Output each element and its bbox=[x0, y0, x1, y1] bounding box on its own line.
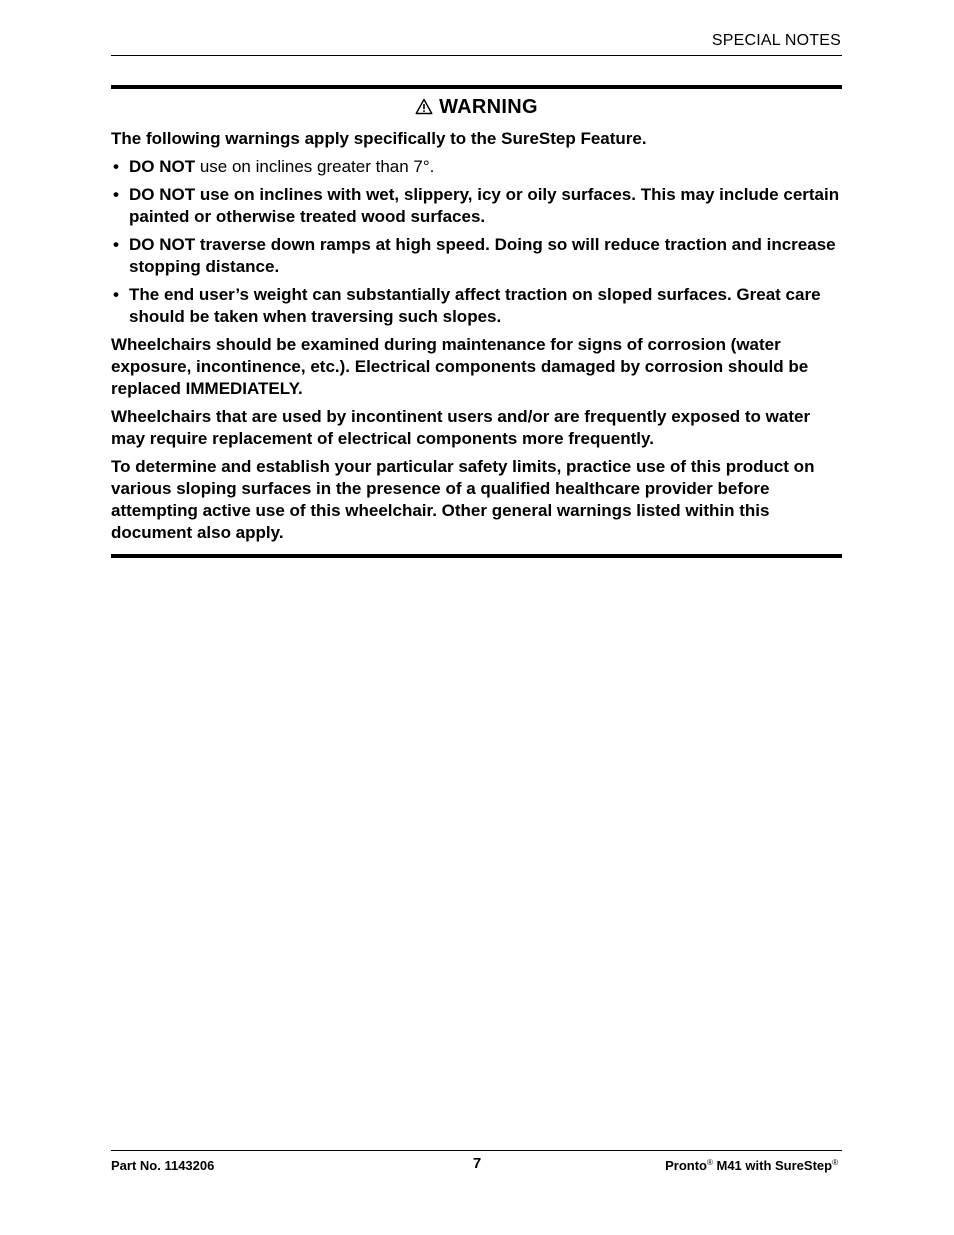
registered-mark: ® bbox=[706, 1158, 713, 1167]
bullet-lead: DO NOT bbox=[129, 185, 196, 204]
header-divider bbox=[111, 55, 842, 56]
warning-paragraph: Wheelchairs that are used by incontinent users and/or are frequently exposed to water may require replacement of electrical components more frequently. bbox=[111, 407, 811, 448]
warning-bullet-list bbox=[111, 156, 842, 328]
warning-bullet bbox=[111, 156, 842, 178]
footer-part-number: Part No. 1143206 bbox=[111, 1158, 215, 1173]
bullet-text: traverse down ramps at high speed. Doing so will reduce traction and increase stopping distance. bbox=[129, 235, 836, 276]
bullet-lead: DO NOT bbox=[129, 157, 196, 176]
warning-triangle-icon bbox=[415, 97, 433, 121]
page-section-title: SPECIAL NOTES bbox=[711, 32, 841, 49]
footer-divider bbox=[111, 1150, 842, 1151]
warning-bullet bbox=[111, 184, 842, 228]
bullet-dot: • bbox=[113, 185, 119, 204]
product-name: Pronto bbox=[665, 1158, 707, 1173]
footer-page-number: 7 bbox=[472, 1155, 482, 1172]
bullet-lead: DO NOT bbox=[129, 235, 196, 254]
footer-product-name bbox=[665, 1158, 838, 1173]
registered-mark: ® bbox=[832, 1158, 838, 1167]
bullet-dot: • bbox=[113, 235, 119, 254]
bullet-dot: • bbox=[113, 157, 119, 176]
warning-box bbox=[111, 85, 842, 558]
warning-paragraph: Wheelchairs should be examined during maintenance for signs of corrosion (water exposure, incontinence, etc.). Electrical components damaged by corrosion should be replaced IMMEDIATELY. bbox=[111, 335, 809, 398]
bullet-text: The end user’s weight can substantially affect traction on sloped surfaces. Great care should be taken when traversing such slopes. bbox=[129, 285, 821, 326]
bullet-text: use on inclines greater than 7°. bbox=[195, 157, 435, 176]
product-model: M41 with SureStep bbox=[712, 1158, 833, 1173]
bullet-dot: • bbox=[113, 285, 119, 304]
warning-bullet bbox=[111, 234, 842, 278]
warning-paragraph: To determine and establish your particular safety limits, practice use of this product on various sloping surfaces in the presence of a qualified healthcare provider before attempting active use of this wheelchair. Other general warnings listed within this document also apply. bbox=[111, 457, 815, 542]
bullet-text: use on inclines with wet, slippery, icy or oily surfaces. This may include certain painted or otherwise treated wood surfaces. bbox=[129, 185, 840, 226]
warning-title-text: WARNING bbox=[439, 96, 538, 118]
warning-heading bbox=[111, 95, 842, 121]
warning-bullet bbox=[111, 284, 842, 328]
warning-intro: The following warnings apply specifically to the SureStep Feature. bbox=[111, 129, 647, 148]
